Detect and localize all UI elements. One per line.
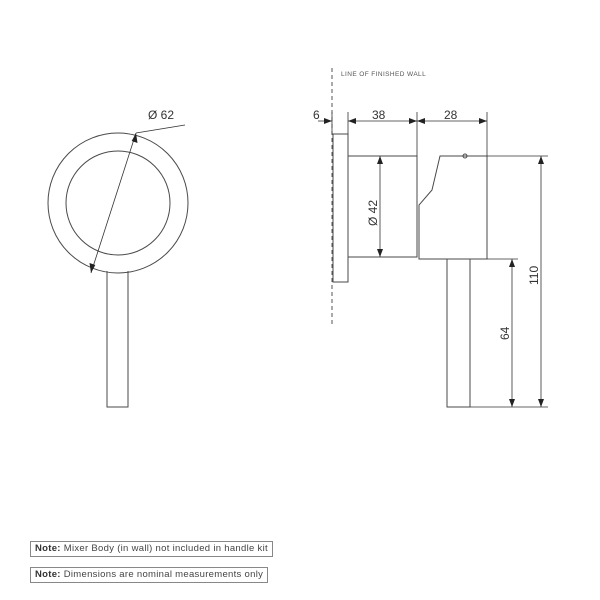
dim-42-label: Ø 42 bbox=[366, 199, 380, 226]
dim-6-arrow bbox=[324, 118, 332, 124]
note-label: Note: bbox=[35, 569, 61, 580]
dim-110-arrow-bottom bbox=[538, 399, 544, 407]
diameter-62-leader bbox=[136, 125, 185, 133]
note-text: Mixer Body (in wall) not included in handle kit bbox=[63, 543, 268, 554]
dim-110-arrow-top bbox=[538, 156, 544, 164]
dim-28-arrow-left bbox=[417, 118, 425, 124]
lever-stem bbox=[107, 271, 128, 407]
dim-38-arrow-left bbox=[348, 118, 356, 124]
dim-64-arrow-top bbox=[509, 259, 515, 267]
wall-plate bbox=[333, 134, 348, 282]
side-view bbox=[313, 68, 548, 407]
diameter-62-arrow-bottom bbox=[90, 263, 96, 273]
dim-28-label: 28 bbox=[444, 108, 458, 122]
dim-42-arrow-bottom bbox=[377, 249, 383, 257]
note-label: Note: bbox=[35, 543, 61, 554]
diameter-62-line bbox=[91, 133, 136, 273]
note-dimensions bbox=[30, 567, 268, 583]
diameter-62-label: Ø 62 bbox=[148, 108, 175, 122]
dim-28-arrow-right bbox=[479, 118, 487, 124]
handle-outer-circle bbox=[48, 133, 188, 273]
lever-profile bbox=[447, 259, 470, 407]
handle-inner-circle bbox=[66, 151, 170, 255]
dim-64-label: 64 bbox=[498, 326, 512, 340]
dim-64-arrow-bottom bbox=[509, 399, 515, 407]
dim-38-arrow-right bbox=[409, 118, 417, 124]
finished-wall-label: LINE OF FINISHED WALL bbox=[341, 71, 427, 78]
note-text: Dimensions are nominal measurements only bbox=[63, 569, 264, 580]
note-mixer-body bbox=[30, 541, 273, 557]
front-view bbox=[48, 108, 188, 407]
dim-110-label: 110 bbox=[527, 265, 541, 285]
dim-38-label: 38 bbox=[372, 108, 386, 122]
handle-profile bbox=[419, 156, 487, 259]
dim-42-arrow-top bbox=[377, 156, 383, 164]
dim-6-label: 6 bbox=[313, 108, 320, 122]
valve-body bbox=[348, 156, 417, 257]
